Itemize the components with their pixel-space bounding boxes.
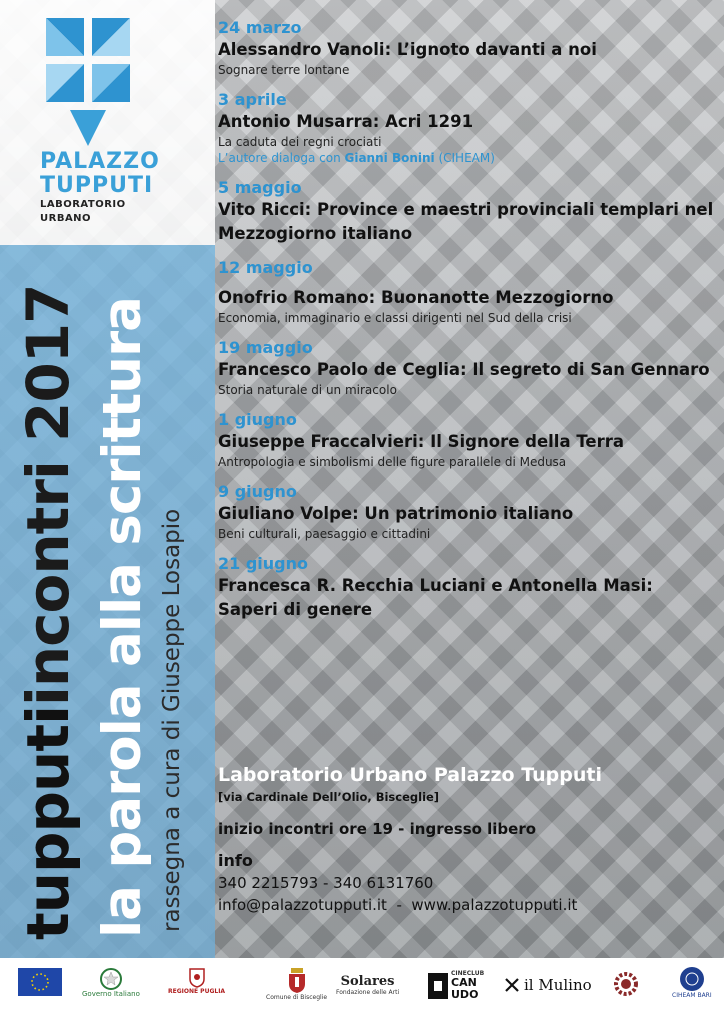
info-label: info xyxy=(218,851,253,870)
eu-flag-icon xyxy=(18,968,62,996)
info-contacts: info@palazzotupputi.it - www.palazzotupputi.it xyxy=(218,896,578,914)
event-date: 5 maggio xyxy=(218,178,302,197)
sponsor-ciheam xyxy=(672,966,712,999)
republic-emblem-icon xyxy=(100,968,122,990)
event-title: Francesco Paolo de Ceglia: Il segreto di San Gennaro xyxy=(218,360,710,379)
series-title xyxy=(14,285,82,940)
venue-hours: inizio incontri ore 19 - ingresso libero xyxy=(218,820,537,838)
event-subtitle: La caduta dei regni crociati xyxy=(218,135,382,149)
event-title: Antonio Musarra: Acri 1291 xyxy=(218,112,474,131)
sponsor-regione-label: REGIONE PUGLIA xyxy=(168,988,226,995)
event-title: Onofrio Romano: Buonanotte Mezzogiorno xyxy=(218,288,614,307)
event-item xyxy=(218,482,718,542)
series-title-part1: tupputi xyxy=(14,706,82,940)
event-date: 24 marzo xyxy=(218,18,302,37)
brand-subtitle: LABORATORIO URBANO xyxy=(40,199,126,224)
event-item xyxy=(218,338,718,398)
series-curator: rassegna a cura di Giuseppe Losapio xyxy=(159,508,185,932)
sponsor-ciheam-label: CIHEAM BARI xyxy=(672,992,712,999)
event-subtitle: Sognare terre lontane xyxy=(218,63,350,77)
info-phones: 340 2215793 - 340 6131760 xyxy=(218,874,434,892)
venue-address: [via Cardinale Dell’Olio, Bisceglie] xyxy=(218,790,440,804)
event-subtitle: Antropologia e simbolismi delle figure parallele di Medusa xyxy=(218,455,567,469)
sponsor-bar xyxy=(0,958,724,1024)
regione-shield-icon xyxy=(189,968,205,988)
event-subtitle: Beni culturali, paesaggio e cittadini xyxy=(218,527,431,541)
event-date: 19 maggio xyxy=(218,338,313,357)
event-subtitle: Storia naturale di un miracolo xyxy=(218,383,397,397)
brand-line-1: PALAZZO xyxy=(40,149,160,174)
event-title: Giuliano Volpe: Un patrimonio italiano xyxy=(218,504,574,523)
event-item xyxy=(218,18,718,78)
sponsor-mulino xyxy=(504,976,592,994)
event-date: 1 giugno xyxy=(218,410,297,429)
event-item xyxy=(218,90,718,166)
event-title: Giuseppe Fraccalvieri: Il Signore della Terra xyxy=(218,432,624,451)
sponsor-regione xyxy=(168,968,225,995)
event-date: 12 maggio xyxy=(218,258,313,277)
sponsor-solares-label: Solares xyxy=(340,974,395,989)
event-subtitle: Economia, immaginario e classi dirigenti nel Sud della crisi xyxy=(218,311,572,325)
sponsor-cineclub-top: CINECLUB xyxy=(451,970,485,977)
brand-name xyxy=(40,150,170,226)
event-note xyxy=(218,150,718,166)
sponsor-eu xyxy=(18,968,62,996)
sponsor-governo xyxy=(82,968,140,998)
windmill-icon xyxy=(504,977,520,993)
gear-emblem-icon xyxy=(612,970,640,998)
series-title-part2: ncontri 2017 xyxy=(14,284,82,688)
event-title: Alessandro Vanoli: L’ignoto davanti a noi xyxy=(218,40,597,59)
venue-name: Laboratorio Urbano Palazzo Tupputi xyxy=(218,764,602,786)
event-item xyxy=(218,178,718,246)
sponsor-mulino-label: il Mulino xyxy=(524,976,592,994)
event-title: Francesca R. Recchia Luciani e Antonella Masi: Saperi di genere xyxy=(218,576,653,619)
sponsor-comune xyxy=(266,968,327,1001)
comune-crest-icon xyxy=(287,968,307,994)
sponsor-cineclub xyxy=(428,970,485,1001)
cineclub-frame-icon xyxy=(428,973,448,999)
series-tagline: la parola alla scrittura xyxy=(92,297,153,938)
event-date: 9 giugno xyxy=(218,482,297,501)
event-date: 3 aprile xyxy=(218,90,287,109)
sponsor-cineclub-name: CAN UDO xyxy=(451,976,479,1001)
event-item xyxy=(218,410,718,470)
event-title: Vito Ricci: Province e maestri provinciali templari nel Mezzogiorno italiano xyxy=(218,200,714,243)
event-note-post: (CIHEAM) xyxy=(434,151,495,165)
event-note-pre: L’autore dialoga con xyxy=(218,151,345,165)
sponsor-governo-label: Governo Italiano xyxy=(82,990,140,998)
brand-line-2: TUPPUTI xyxy=(40,173,154,198)
palazzo-logo-icon xyxy=(46,18,130,152)
venue-block xyxy=(218,762,723,916)
sponsor-solares xyxy=(336,974,399,996)
event-note-name: Gianni Bonini xyxy=(344,151,435,165)
event-date: 21 giugno xyxy=(218,554,308,573)
sponsor-gear xyxy=(612,970,640,998)
sponsor-comune-label: Comune di Bisceglie xyxy=(266,994,328,1001)
sponsor-solares-sub: Fondazione delle Arti xyxy=(336,989,400,996)
event-item xyxy=(218,554,718,622)
series-title-i: i xyxy=(14,687,82,707)
event-list xyxy=(218,18,718,634)
event-item xyxy=(218,258,718,326)
ciheam-globe-icon xyxy=(679,966,705,992)
